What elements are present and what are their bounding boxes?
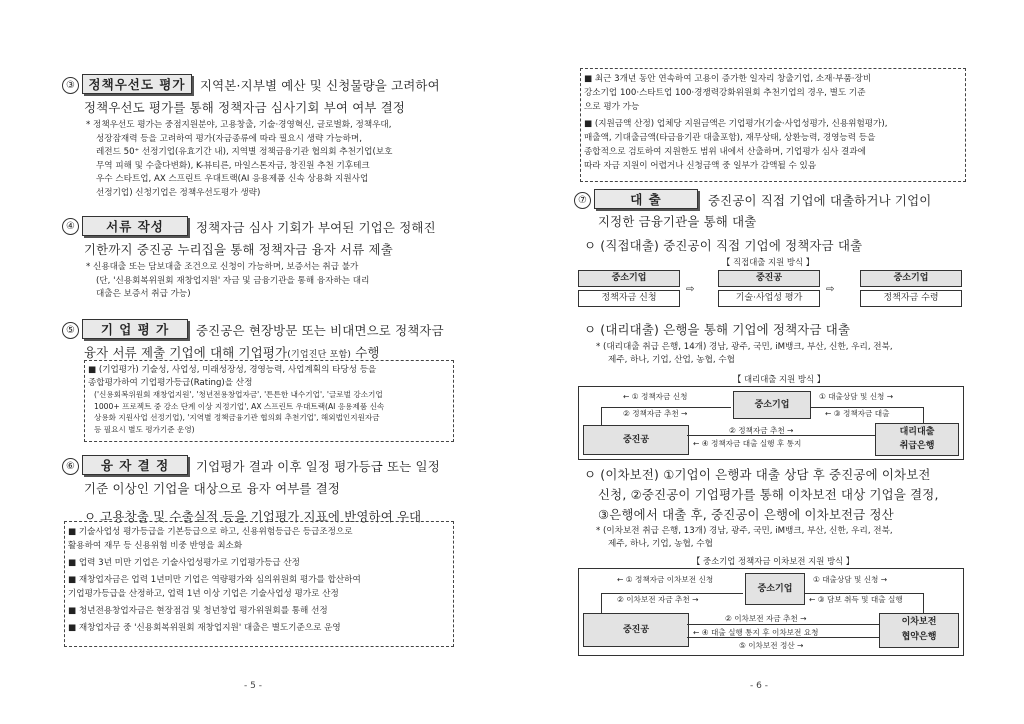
bank-node: 이차보전 협약은행 <box>879 613 959 648</box>
section-tag: 기 업 평 가 <box>82 319 188 339</box>
section-text: 지정한 금융기관을 통해 대출 <box>598 214 757 229</box>
section-text: 중진공이 직접 기업에 대출하거나 기업이 <box>708 193 932 208</box>
flow-label: ② 이차보전 자금 추천 → <box>725 614 807 623</box>
section-text: 기한까지 중진공 누리집을 통해 정책자금 융자 서류 제출 <box>84 242 393 257</box>
flow-label: ① 대출상담 및 신청 → <box>813 575 888 584</box>
note-text: 제주, 하나, 기업, 산업, 농협, 수협 <box>608 355 735 365</box>
section-tag: 정책우선도 평가 <box>82 74 192 94</box>
text-line: ■ (기업평가) 기술성, 사업성, 미래성장성, 경영능력, 사업계획의 타당성 등을 <box>88 365 377 375</box>
text-line: 레전드 50⁺ 선정기업(유효기간 내), 지역별 정책금융기관 협의회 추천기업(보호 <box>96 147 393 158</box>
page-number: - 5 - <box>244 681 262 691</box>
bullet-text: ㅇ 고용창출 및 수출실적 등을 기업평가 지표에 반영하여 우대 <box>84 509 422 524</box>
agency-loan-diagram <box>578 386 964 460</box>
subheading: ㅇ (직접대출) 중진공이 직접 기업에 정책자금 대출 <box>584 238 863 253</box>
text-line: 우수 스타트업, AX 스프린트 우대트랙(AI 응용제품 신속 상용화 지원사업 <box>96 174 369 185</box>
text-line: 성장잠재력 등을 고려하여 평가(자금종류에 따라 필요시 생략 가능하며, <box>96 133 362 144</box>
text-line: 따라 자금 지원이 어렵거나 신청금액 중 일부가 감액될 수 있음 <box>584 161 817 171</box>
note-text: * (대리대출 취급 은행, 14개) 경남, 광주, 국민, iM뱅크, 부산, 신한, 우리, 전북, <box>596 342 893 352</box>
flow-label: ① 대출상담 및 신청 → <box>819 392 894 401</box>
kosme-node: 중진공 <box>583 613 689 647</box>
diagram-caption: 【 대리대출 지원 방식 】 <box>733 374 826 384</box>
interest-subsidy-diagram <box>578 568 964 656</box>
step-number: ③ <box>62 77 79 94</box>
text-line: 1000+ 프로젝트 중 강소 단계 이상 지정기업', AX 스프린트 우대트랙(AI 응용제품 신속 <box>94 401 385 411</box>
text-line: 상용화 지원사업 선정기업), '지역별 정책금융기관 협의회 추천기업', 해외법인지원자금 <box>94 413 380 423</box>
flow-label: ← ① 정책자금 이차보전 신청 <box>617 575 714 584</box>
section-tag: 서류 작성 <box>82 216 188 236</box>
flow-step-action: 기술·사업성 평가 <box>718 290 820 307</box>
text-line: * 정책우선도 평가는 중점지원분야, 고용창출, 기술·경영혁신, 글로벌화, 정책우대, <box>86 120 392 130</box>
section-text: 기업평가 결과 이후 일정 평가등급 또는 일정 <box>196 459 440 474</box>
arrow-icon: ⇨ <box>826 284 835 295</box>
text-line: ■ (지원금액 산정) 업체당 지원금액은 기업평가(기술·사업성평가, 신용위험평가), <box>584 119 888 129</box>
subheading: ㅇ (대리대출) 은행을 통해 기업에 정책자금 대출 <box>584 322 851 337</box>
text-line: * 신용대출 또는 담보대출 조건으로 신청이 가능하며, 보증서는 취급 불가 <box>86 262 359 272</box>
text-line: 강소기업 100·스타트업 100·경쟁력강화위원회 추천기업의 경우, 별도 기준 <box>584 88 866 98</box>
step-number: ⑥ <box>62 458 79 475</box>
flow-label: ⑤ 이차보전 정산 → <box>739 641 804 650</box>
text-line: ■ 재창업자금은 업력 1년미만 기업은 역량평가와 심의위원회 평가를 합산하여 <box>68 575 361 585</box>
text-line: 기업평가등급을 산정하고, 업력 1년 이상 기업은 기술사업성 평가로 산정 <box>68 589 339 599</box>
arrow-icon: ⇨ <box>686 284 695 295</box>
subheading: ③은행에서 대출 후, 중진공이 은행에 이차보전금 정산 <box>598 507 894 522</box>
text-line: 무역 피해 및 수출다변화), K-뷰티른, 마일스톤자금, 창진원 추천 기후테크 <box>96 160 370 171</box>
text-line: 매출액, 기대출금액(타금융기관 대출포함), 재무상태, 상환능력, 경영능력 등을 <box>584 133 876 143</box>
text-line: (단, '신용회복위원회 재창업지원' 자금 및 금융기관을 통해 융자하는 대리 <box>96 275 370 286</box>
text-line: 등 필요시 별도 평가기준 운영) <box>94 424 195 434</box>
step-number: ④ <box>62 218 79 235</box>
section-text: 중진공은 현장방문 또는 비대면으로 정책자금 <box>196 323 444 338</box>
note-text: * (이차보전 취급 은행, 13개) 경남, 광주, 국민, iM뱅크, 부산, 신한, 우리, 전북, <box>596 526 893 536</box>
flow-label: ← ④ 대출 실행 통지 후 이차보전 요청 <box>693 628 819 637</box>
text-line: 활용하여 재무 등 신용위험 비중 반영을 최소화 <box>68 541 243 551</box>
text-line: ■ 기술사업성 평가등급을 기본등급으로 하고, 신용위험등급은 등급조정으로 <box>68 527 353 537</box>
section-tag: 대 출 <box>594 189 698 209</box>
subheading: ㅇ (이차보전) ①기업이 은행과 대출 상담 후 중진공에 이차보전 <box>584 467 931 482</box>
flow-label: ← ① 정책자금 신청 <box>623 392 688 401</box>
flow-label: ② 이차보전 자금 추천 → <box>617 595 699 604</box>
step-number: ⑤ <box>62 322 79 339</box>
sme-node: 중소기업 <box>733 391 811 419</box>
text-line: ■ 최근 3개년 동안 연속하여 고용이 증가한 일자리 창출기업, 소재·부품·장비 <box>584 74 872 84</box>
flow-step-action: 정책자금 신청 <box>578 290 680 307</box>
sme-node: 중소기업 <box>745 573 805 605</box>
text-line: 선정기업) 신청기업은 정책우선도평가 생략) <box>96 188 261 198</box>
step-number: ⑦ <box>574 192 591 209</box>
section-text: 지역본·지부별 예산 및 신청물량을 고려하여 <box>200 78 440 93</box>
flow-step-title: 중진공 <box>718 270 820 287</box>
text-line: 으로 평가 가능 <box>584 102 640 112</box>
flow-label: ← ③ 담보 취득 및 대출 실행 <box>809 595 903 604</box>
section-text: 융자 서류 제출 기업에 대해 기업평가(기업진단 포함) 수행 <box>84 345 380 360</box>
section-text: 정책자금 심사 기회가 부여된 기업은 정해진 <box>196 220 436 235</box>
flow-label: ② 정책자금 추천 → <box>623 409 688 418</box>
flow-label: ← ④ 정책자금 대출 실행 후 통지 <box>693 439 802 448</box>
text-line: ■ 청년전용창업자금은 현장점검 및 청년창업 평가위원회를 통해 선정 <box>68 606 328 616</box>
page-number: - 6 - <box>750 681 768 691</box>
note-text: 제주, 하나, 기업, 농협, 수협 <box>608 539 713 549</box>
text-line: ■ 업력 3년 미만 기업은 기술사업성평가로 기업평가등급 산정 <box>68 558 300 568</box>
diagram-caption: 【 중소기업 정책자금 이차보전 지원 방식 】 <box>692 556 855 566</box>
flow-step-action: 정책자금 수령 <box>860 290 962 307</box>
bank-node: 대리대출 취급은행 <box>875 423 959 456</box>
text-line: 종합평가하여 기업평가등급(Rating)을 산정 <box>88 378 253 388</box>
text-line: ■ 재창업자금 중 '신용회복위원회 재창업지원' 대출은 별도기준으로 운영 <box>68 623 341 633</box>
diagram-caption: 【 직접대출 지원 방식 】 <box>722 257 815 267</box>
text-line: 대출은 보증서 취급 가능) <box>96 289 191 300</box>
section-text: 기준 이상인 기업을 대상으로 융자 여부를 결정 <box>84 481 341 496</box>
flow-step-title: 중소기업 <box>860 270 962 287</box>
text-line: 종합적으로 검토하여 지원한도 범위 내에서 산출하며, 기업평가 심사 결과에 <box>584 147 866 157</box>
kosme-node: 중진공 <box>583 425 689 455</box>
flow-step-title: 중소기업 <box>578 270 680 287</box>
text-line: ('신용회복위원회 재창업지원', '청년전용창업자금', '튼튼한 내수기업', '글로벌 강소기업 <box>94 390 383 399</box>
flow-label: ← ③ 정책자금 대출 <box>825 409 890 418</box>
section-text: 정책우선도 평가를 통해 정책자금 심사기회 부여 여부 결정 <box>84 100 406 115</box>
subheading: 신청, ②중진공이 기업평가를 통해 이차보전 대상 기업을 결정, <box>598 487 939 502</box>
flow-label: ② 정책자금 추천 → <box>729 426 794 435</box>
section-tag: 융 자 결 정 <box>82 455 188 475</box>
